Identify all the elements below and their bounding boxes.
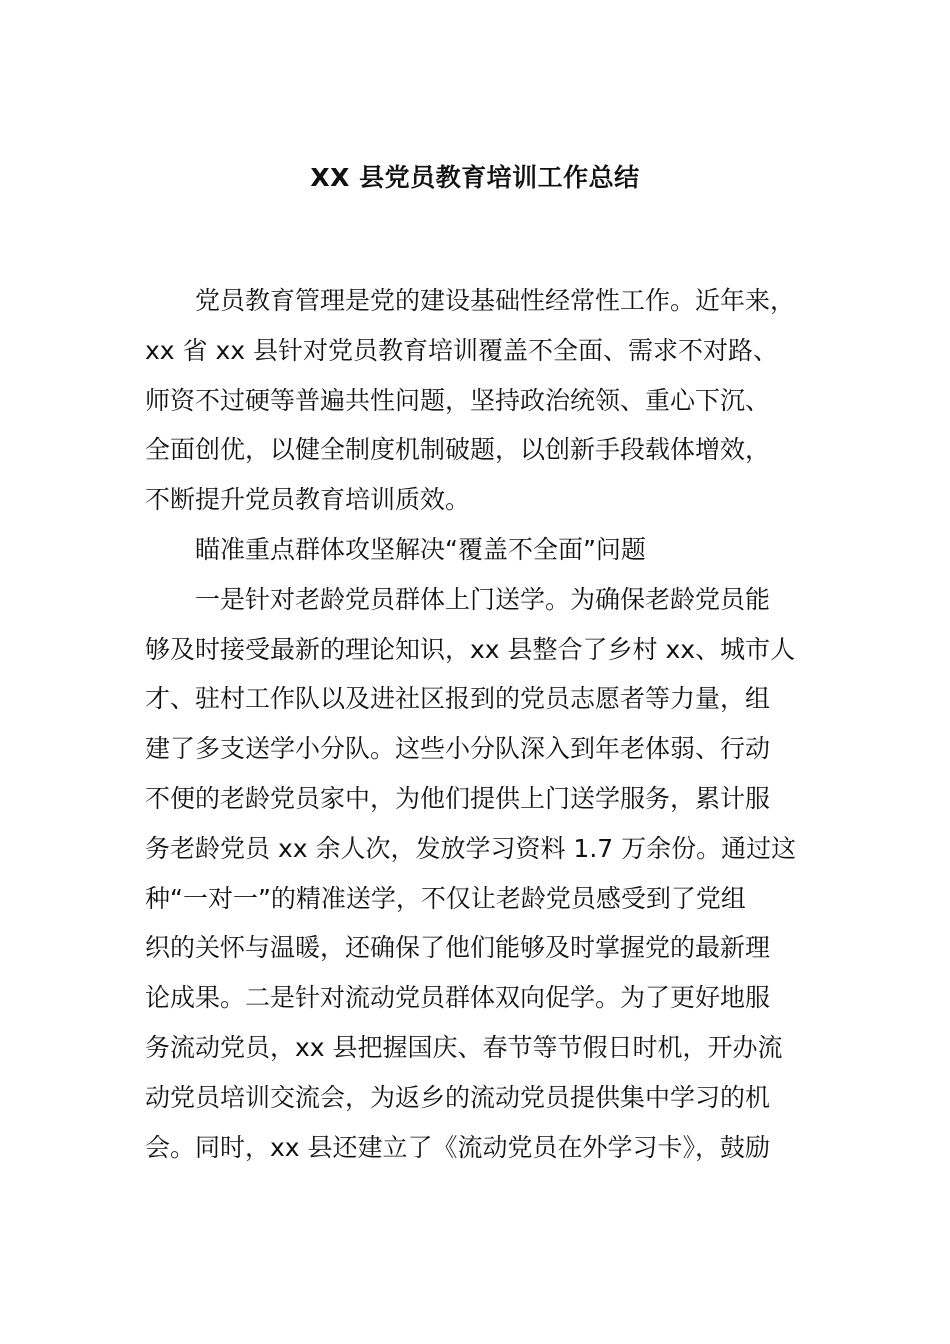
paragraph-line: 织的关怀与温暖，还确保了他们能够及时掌握党的最新理 xyxy=(145,933,771,963)
paragraph-line: 师资不过硬等普遍共性问题，坚持政治统领、重心下沉、 xyxy=(145,385,771,415)
paragraph-line: 建了多支送学小分队。这些小分队深入到年老体弱、行动 xyxy=(145,734,771,764)
section-heading: 瞄准重点群体攻坚解决“覆盖不全面”问题 xyxy=(195,534,646,564)
paragraph-line: 不便的老龄党员家中，为他们提供上门送学服务，累计服 xyxy=(145,783,771,813)
paragraph-line: 种“一对一”的精准送学，不仅让老龄党员感受到了党组 xyxy=(145,883,746,913)
paragraph-line: 务流动党员，xx 县把握国庆、春节等节假日时机，开办流 xyxy=(145,1032,783,1062)
paragraph-line: 论成果。二是针对流动党员群体双向促学。为了更好地服 xyxy=(145,983,771,1013)
document-title: XX 县党员教育培训工作总结 xyxy=(310,163,640,192)
paragraph-line: 全面创优，以健全制度机制破题，以创新手段载体增效， xyxy=(145,435,771,465)
paragraph-line: 务老龄党员 xx 余人次，发放学习资料 1.7 万余份。通过这 xyxy=(145,833,797,863)
paragraph-line: 会。同时，xx 县还建立了《流动党员在外学习卡》，鼓励 xyxy=(145,1132,771,1162)
paragraph-line: 一是针对老龄党员群体上门送学。为确保老龄党员能 xyxy=(195,584,771,614)
paragraph-line: 不断提升党员教育培训质效。 xyxy=(145,485,471,515)
paragraph-line: 才、驻村工作队以及进社区报到的党员志愿者等力量，组 xyxy=(145,684,771,714)
paragraph-line: 够及时接受最新的理论知识，xx 县整合了乡村 xx、城市人 xyxy=(145,634,796,664)
paragraph-line: 动党员培训交流会，为返乡的流动党员提供集中学习的机 xyxy=(145,1082,771,1112)
paragraph-line: 党员教育管理是党的建设基础性经常性工作。近年来， xyxy=(195,286,796,315)
paragraph-line: xx 省 xx 县针对党员教育培训覆盖不全面、需求不对路、 xyxy=(145,335,779,365)
document-body xyxy=(145,276,815,1172)
